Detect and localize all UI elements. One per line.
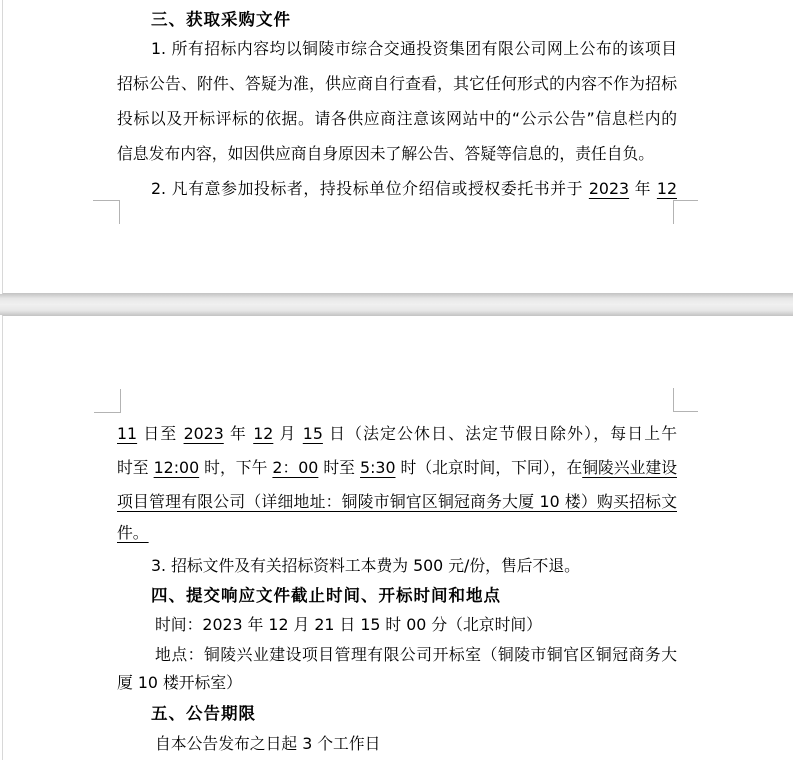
text-line — [117, 107, 677, 130]
section-heading-3: 三、获取采购文件 — [151, 10, 291, 29]
margin-corner-mark-top-left-page2 — [94, 389, 121, 413]
plain-text: 时间：2023 年 12 月 21 日 15 时 00 分（北京时间） — [155, 615, 542, 634]
underlined-text: 2023 — [588, 179, 630, 198]
text-line-place — [117, 643, 677, 666]
text-line — [117, 142, 677, 165]
plain-text: 1. 所有招标内容均以铜陵市综合交通投资集团有限公司网上公布的该项目 — [151, 39, 677, 58]
underlined-text: 2：00 — [272, 458, 319, 477]
plain-text: 地点：铜陵兴业建设项目管理有限公司开标室（铜陵市铜官区铜冠商务大 — [155, 645, 677, 664]
underlined-text: 12:00 — [153, 458, 200, 477]
document-page-2 — [2, 315, 793, 760]
section-heading-4 — [117, 584, 677, 607]
margin-corner-mark-bottom-right-page1 — [673, 200, 698, 224]
underlined-text: 15 — [302, 424, 323, 443]
text-line-time — [117, 613, 677, 636]
plain-text: 信息发布内容，如因供应商自身原因未了解公告、答疑等信息的，责任自负。 — [117, 144, 655, 163]
text-line — [117, 72, 677, 95]
plain-text: 招标公告、附件、答疑为准，供应商自行查看，其它任何形式的内容不作为招标 — [117, 74, 677, 93]
text-line — [117, 177, 677, 200]
page-break-gap — [0, 294, 793, 315]
text-line — [117, 521, 677, 544]
plain-text: 四、提交响应文件截止时间、开标时间和地点 — [151, 586, 501, 605]
text-line — [117, 456, 677, 479]
text-line — [117, 37, 677, 60]
underlined-text: 件。 — [117, 523, 149, 542]
underlined-text: 12 — [253, 424, 274, 443]
text-line — [117, 732, 677, 755]
plain-text: 年 — [223, 424, 254, 443]
plain-text: 自本公告发布之日起 3 个工作日 — [155, 734, 381, 753]
underlined-text: 5:30 — [360, 458, 396, 477]
margin-corner-mark-bottom-left-page1 — [93, 200, 120, 224]
text-line — [117, 671, 677, 694]
underlined-text: 11 — [117, 424, 138, 443]
plain-text: 投标以及开标评标的依据。请各供应商注意该网站中的“公示公告”信息栏内的 — [117, 109, 677, 128]
plain-text: 日至 — [137, 424, 184, 443]
plain-text: 时（北京时间，下同），在 — [395, 458, 583, 477]
plain-text: 厦 10 楼开标室） — [117, 673, 242, 692]
text-line — [117, 490, 677, 513]
document-page-1 — [2, 0, 793, 294]
text-line — [117, 554, 677, 577]
section-heading-5 — [117, 702, 677, 725]
plain-text: 3. 招标文件及有关招标资料工本费为 500 元/份，售后不退。 — [151, 556, 580, 575]
underlined-text: 铜陵兴业建设 — [582, 458, 677, 477]
margin-corner-mark-top-right-page2 — [673, 388, 698, 412]
plain-text: 2. 凡有意参加投标者，持投标单位介绍信或授权委托书并于 — [151, 179, 589, 198]
plain-text: 月 — [273, 424, 303, 443]
underlined-text: 项目管理有限公司（详细地址：铜陵市铜官区铜冠商务大厦 10 楼）购买招标文 — [117, 492, 677, 511]
text-line — [117, 422, 677, 445]
plain-text: 时至 — [318, 458, 361, 477]
plain-text: 年 — [629, 179, 657, 198]
underlined-text: 12 — [656, 179, 677, 198]
underlined-text: 2023 — [183, 424, 224, 443]
plain-text: 时，下午 — [199, 458, 273, 477]
plain-text: 日（法定公休日、法定节假日除外），每日上午 — [322, 424, 677, 443]
plain-text: 五、公告期限 — [151, 704, 256, 723]
plain-text: 时至 — [117, 458, 154, 477]
